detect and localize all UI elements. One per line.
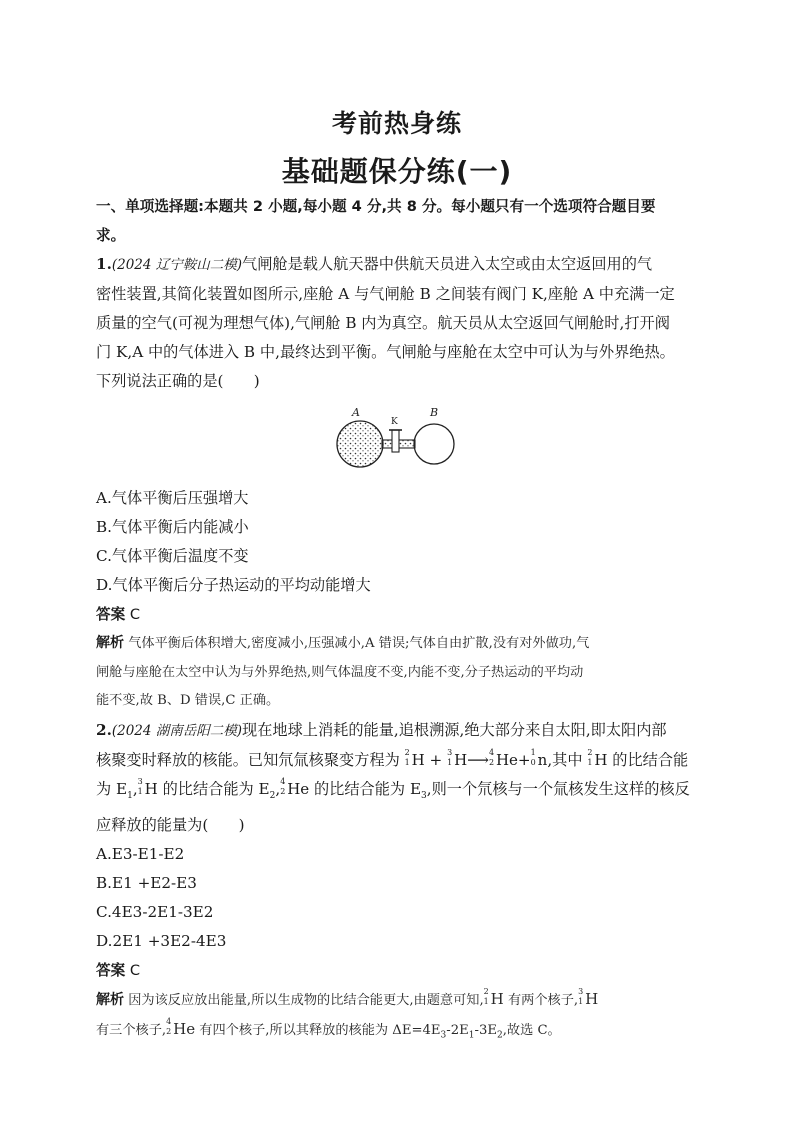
explanation-line2-b: 有四个核子,所以其释放的核能为 ΔE=4E [195,1023,441,1039]
nuclide-h2-ref: 2 1 H [587,747,608,769]
question-1-option-b: B.气体平衡后内能减小 [96,518,249,536]
question-1-line1: 气闸舱是载人航天器中供航天员进入太空或由太空返回用的气 [242,255,653,273]
question-1-stem [96,250,706,280]
question-1-explanation-line2: 闸舱与座舱在太空中认为与外界绝热,则气体温度不变,内能不变,分子热运动的平均动 [96,664,584,680]
question-2-line2-a: 核聚变时释放的核能。已知氘氚核聚变方程为 [96,750,405,769]
explanation-line1: 气体平衡后体积增大,密度减小,压强减小,A 错误;气体自由扩散,没有对外做功,气 [128,636,590,651]
question-1-explanation-line3: 能不变,故 B、D 错误,C 正确。 [96,693,280,708]
explanation-line2-c: -2E [446,1023,469,1039]
question-1-line4: 门 K,A 中的气体进入 B 中,最终达到平衡。气闸舱与座舱在太空中可认为与外界绝热。 [96,343,675,361]
question-2-explanation-line2: 有三个核子, 4 2 He 有四个核子,所以其释放的核能为 $\Delta E=4E_3-2E_1-3E_2$,故选 C。 [96,1015,706,1050]
explanation-label: 解析 [96,635,124,651]
chamber-a-shape [337,421,383,467]
valve-k-shape [392,430,399,452]
section-heading [96,192,706,221]
answer-value: C [129,606,141,623]
question-2-line3: 为 $E_1$, 3 1 H 的比结合能为 $E_2$, 4 2 He 的比结合能为 $E_3$,则一个氘核与一个氚核发生这样的核反 [96,775,706,811]
nuclide-n: 1 0 n [530,747,548,769]
question-2-line3-f: ,则一个氘核与一个氚核发生这样的核反 [426,779,690,798]
question-2-line2-c: 的比结合能 [607,750,689,769]
question-2-line2: 核聚变时释放的核能。已知氘氚核聚变方程为 2 1 H + 3 1 H⟶ 4 2 He+ 1 0 n,其中 2 1 H 的比结合能 [96,746,706,775]
answer-label: 答案 [96,606,126,623]
nuclide-he4-ref: 4 2 He [280,776,310,798]
question-2-stem [96,716,706,746]
question-1-option-a: A.气体平衡后压强增大 [96,489,249,507]
question-1-option-d: D.气体平衡后分子热运动的平均动能增大 [96,576,371,594]
question-2-line3-e: 的比结合能为 E [309,779,422,798]
question-2-line4: 应释放的能量为( ) [96,815,245,834]
nuclide-h2-expl: 2 1 H [483,986,504,1008]
label-a: A [352,406,360,419]
question-1-line2: 密性装置,其简化装置如图所示,座舱 A 与气闸舱 B 之间装有阀门 K,座舱 A 中充满一定 [96,285,675,303]
question-2-source: (2024 湖南岳阳二模) [111,722,243,739]
question-2-answer [96,956,706,985]
question-1-explanation [96,629,706,659]
page-title: 考前热身练 [331,109,462,138]
question-1-option-c: C.气体平衡后温度不变 [96,547,249,565]
label-k: K [391,417,398,427]
page-subtitle: 基础题保分练(一) [281,155,513,188]
answer-label: 答案 [96,961,126,979]
chamber-b-shape [414,424,454,464]
label-b: B [430,406,439,419]
nuclide-he4: 4 2 He [488,747,518,769]
question-1-line5: 下列说法正确的是( ) [96,372,260,390]
nuclide-h3-ref: 3 1 H [137,776,158,798]
question-2-option-d: D.2E1 +3E2-4E3 [96,931,227,950]
question-2-option-b: B.E1 +E2-E3 [96,873,197,892]
nuclide-h3-expl: 3 1 H [578,986,599,1008]
explanation-label: 解析 [96,991,124,1008]
nuclide-h2: 2 1 H [404,747,425,769]
nuclide-h3: 3 1 H [447,747,468,769]
question-2-line3-a: 为 E [96,779,128,798]
question-2-option-c: C.4E3-2E1-3E2 [96,902,214,921]
question-1-line3: 质量的空气(可视为理想气体),气闸舱 B 内为真空。航天员从太空返回气闸舱时,打开阀 [96,314,670,332]
explanation-line1-a: 因为该反应放出能量,所以生成物的比结合能更大,由题意可知, [128,992,484,1008]
question-2-line2-b: ,其中 [547,750,588,769]
section-heading-text: 一、单项选择题:本题共 2 小题,每小题 4 分,共 8 分。每小题只有一个选项符合题目要 [96,198,656,215]
question-2-line1: 现在地球上消耗的能量,追根溯源,绝大部分来自太阳,即太阳内部 [242,720,667,739]
question-1-source: (2024 辽宁鞍山二模) [111,257,243,273]
explanation-line1-b: 有两个核子, [503,992,579,1008]
answer-value: C [129,961,141,979]
question-2-number: 2. [96,720,112,739]
explanation-line2-a: 有三个核子, [96,1023,167,1039]
question-2-line3-c: 的比结合能为 E [157,779,270,798]
nuclide-he4-expl: 4 2 He [166,1017,196,1039]
question-2-line3-b: , [132,779,138,798]
question-1-answer [96,600,706,629]
airlock-diagram [334,402,464,478]
question-2-line3-d: , [275,779,281,798]
explanation-line2-e: ,故选 C。 [502,1023,561,1039]
question-1-number: 1. [96,255,112,273]
section-heading-cont: 求。 [96,227,126,244]
question-2-option-a: A.E3-E1-E2 [96,844,185,863]
question-2-explanation [96,985,706,1016]
content [96,192,706,1050]
airlock-figure [96,402,706,478]
explanation-line2-d: -3E [474,1023,497,1039]
